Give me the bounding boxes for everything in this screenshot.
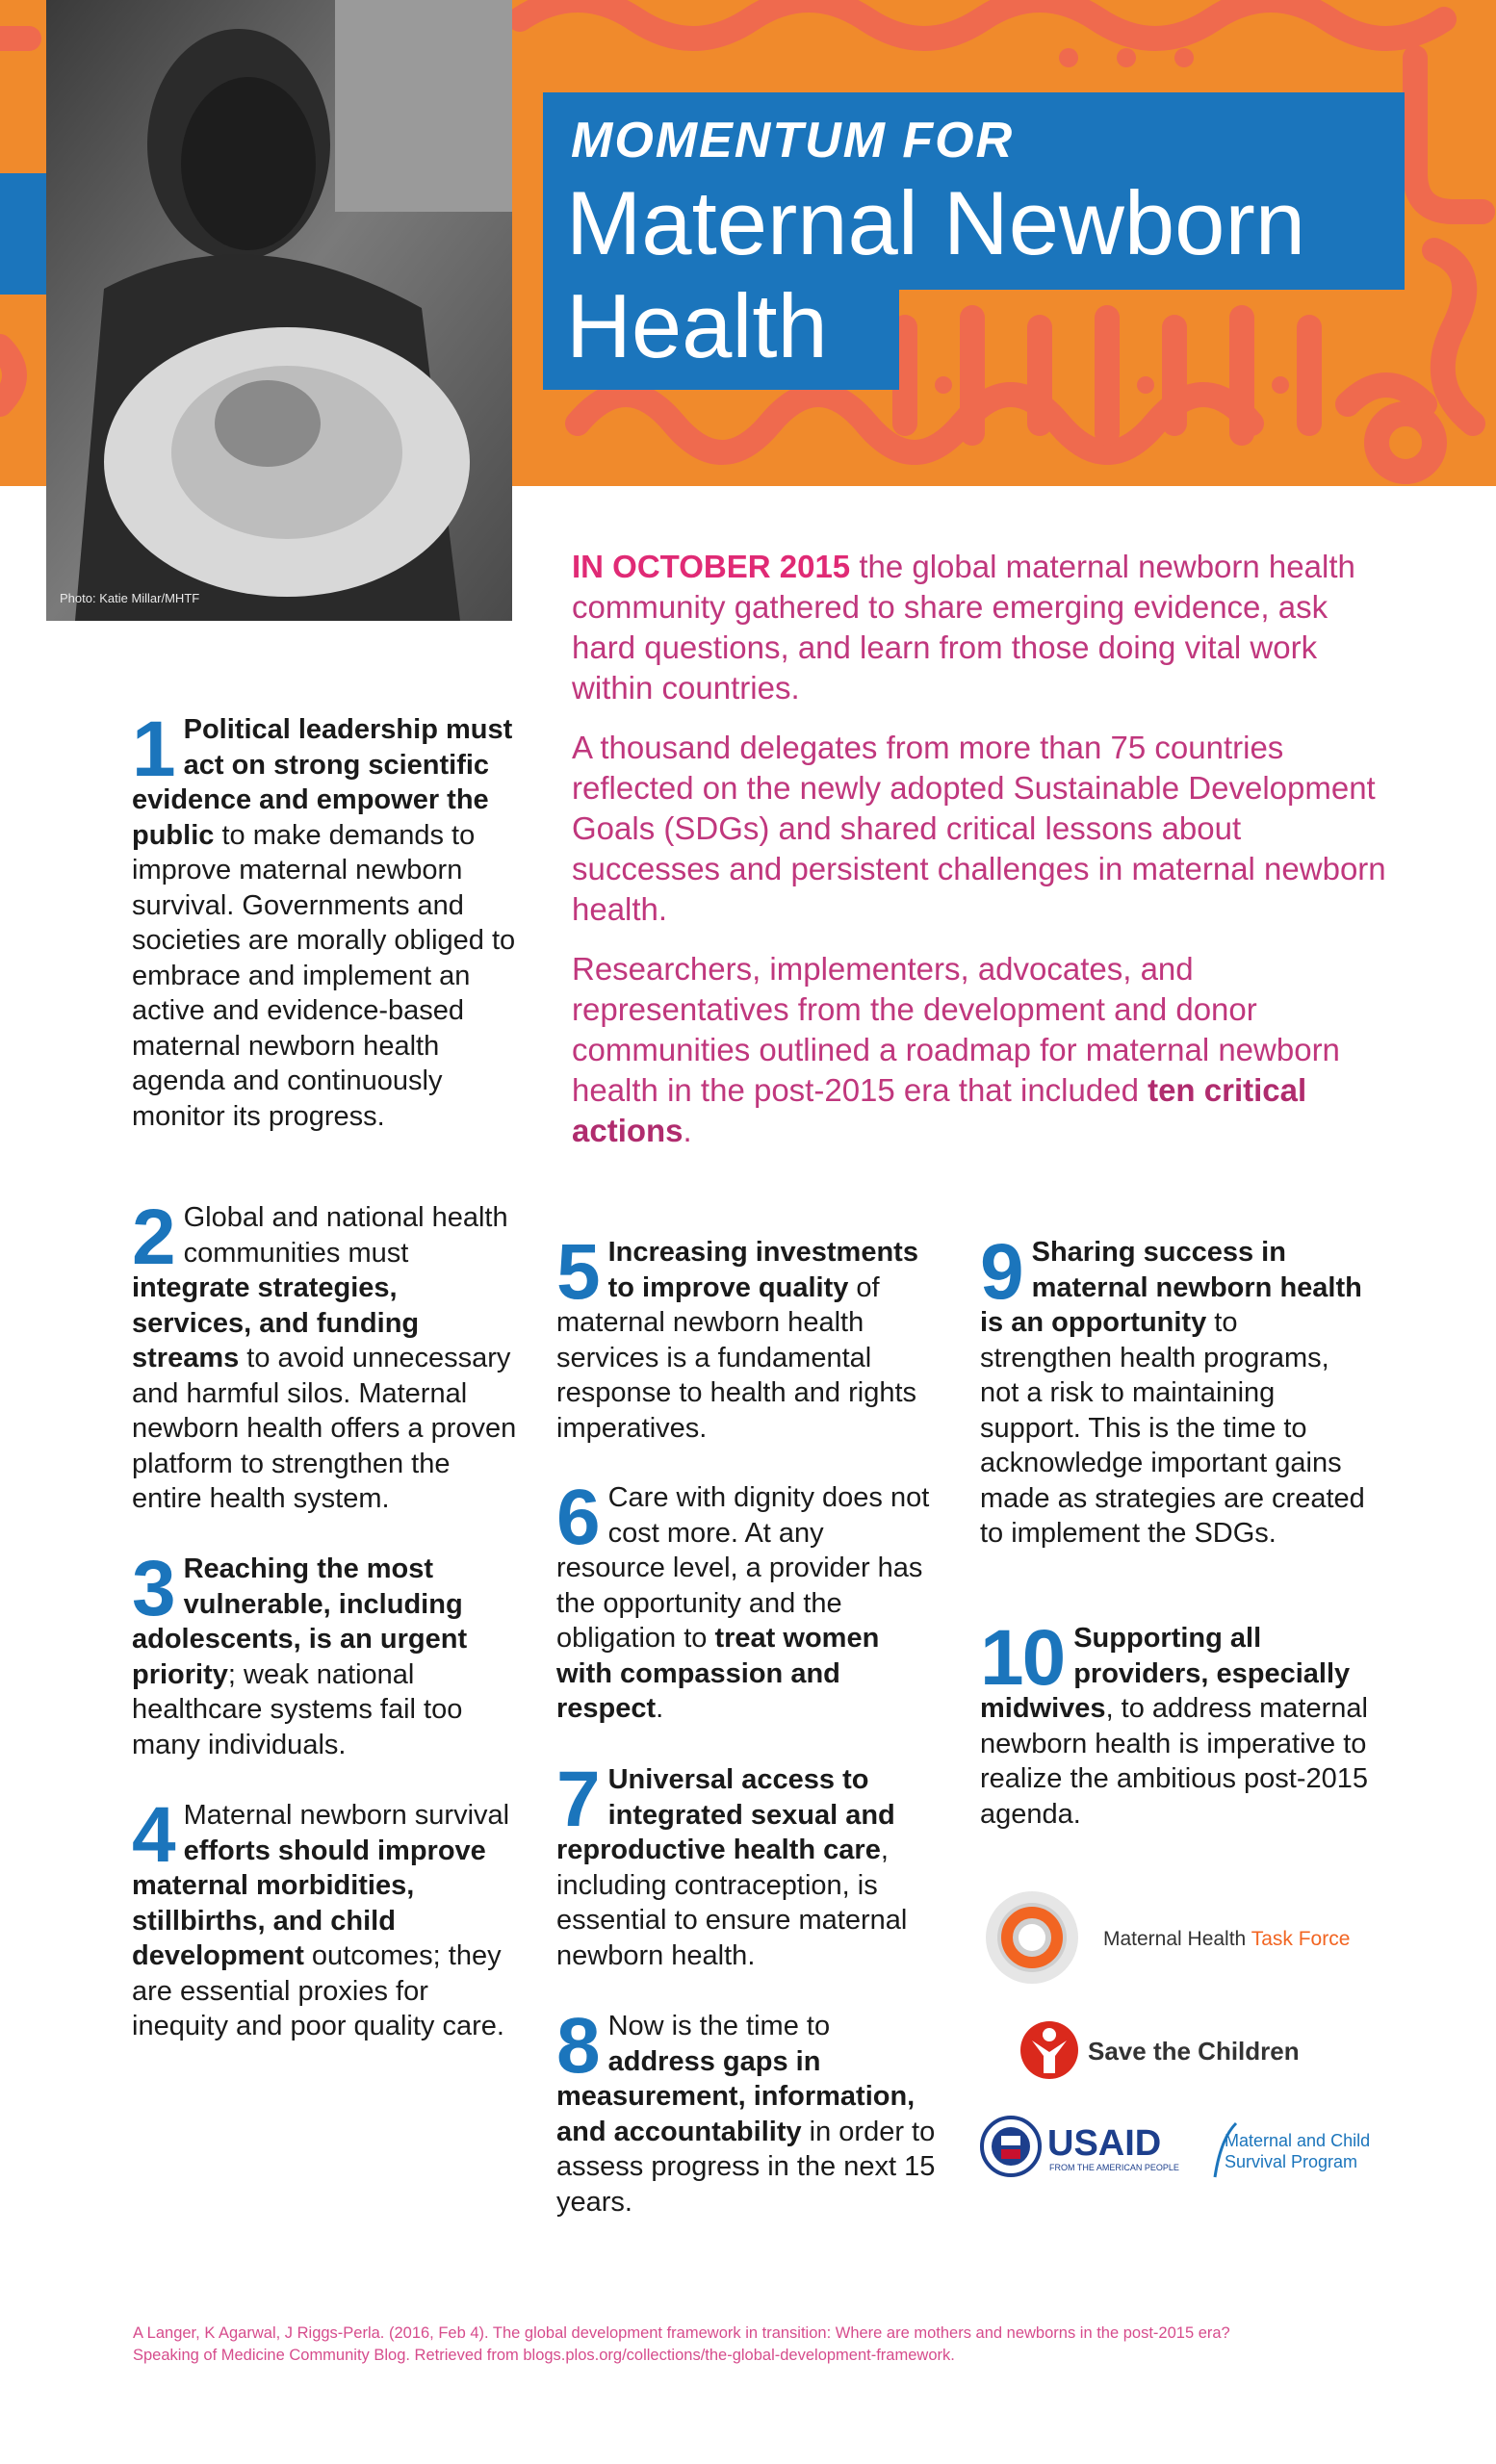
- photo-credit: Photo: Katie Millar/MHTF: [60, 591, 200, 605]
- action-8: 8 Now is the time to address gaps in measurement, information, and accountability in order to assess progress in the next 15 years.: [556, 2002, 936, 2218]
- svg-text:USAID: USAID: [1047, 2123, 1162, 2164]
- action-10: 10 Supporting all providers, especially midwives, to address maternal newborn health is imperative to realize the ambitious post-2015 agenda.: [980, 1614, 1369, 1830]
- page-title-line2: Health: [566, 275, 828, 376]
- intro-paragraph-3: Researchers, implementers, advocates, and representatives from the development and donor communities outlined a roadmap for maternal newborn health in the post-2015 era that included ten critical actions.: [572, 951, 1340, 1148]
- action-7: 7 Universal access to integrated sexual and reproductive health care, including contraception, is essential to ensure maternal newborn health.: [556, 1756, 908, 1971]
- intro-paragraph-2: A thousand delegates from more than 75 countries reflected on the newly adopted Sustainable Development Goals (SDGs) and shared critical lessons about successes and persistent challenges in maternal newborn health.: [572, 730, 1386, 927]
- action-1: 1 Political leadership must act on strong scientific evidence and empower the public to make demands to improve maternal newborn survival. Governments and societies are morally obliged to embrace and implement an active and evidence-based maternal newborn health agenda and continuously monitor its progress.: [132, 706, 516, 1132]
- mcsp-logo: [1203, 2118, 1396, 2185]
- svg-text:Save the Children: Save the Children: [1088, 2037, 1300, 2066]
- action-2: 2 Global and national health communities must integrate strategies, services, and funding streams to avoid unnecessary and harmful silos. Maternal newborn health offers a proven platform to strengthen the entire health system.: [132, 1194, 517, 1514]
- save-the-children-logo: [1019, 2012, 1384, 2089]
- mother-and-newborn-photo: [46, 0, 512, 621]
- page-title-line1: Maternal Newborn: [566, 172, 1306, 273]
- action-4: 4 Maternal newborn survival efforts should improve maternal morbidities, stillbirths, and child development outcomes; they are essential proxies for inequity and poor quality care.: [132, 1791, 510, 2041]
- action-number: 5: [556, 1228, 599, 1316]
- action-number: 7: [556, 1756, 599, 1843]
- action-number: 8: [556, 2002, 599, 2090]
- action-number: 4: [132, 1791, 174, 1879]
- action-number: 6: [556, 1474, 599, 1561]
- action-6: 6 Care with dignity does not cost more. At any resource level, a provider has the opportunity and the obligation to treat women with compassion and respect.: [556, 1474, 930, 1724]
- svg-text:FROM THE AMERICAN PEOPLE: FROM THE AMERICAN PEOPLE: [1049, 2163, 1179, 2172]
- save-the-children-child-icon: [1020, 2021, 1078, 2079]
- svg-text:Maternal Health Task Force: Maternal Health Task Force: [1103, 1928, 1351, 1950]
- citation-line-1: A Langer, K Agarwal, J Riggs-Perla. (2016, Feb 4). The global development framework in transition: Where are mothers and newborns in the post-2015 era?: [133, 2324, 1230, 2342]
- title-kicker: MOMENTUM FOR: [571, 113, 1015, 168]
- action-number: 2: [132, 1194, 174, 1281]
- mhtf-emblem-icon: [986, 1891, 1078, 1984]
- blue-accent-strip: [0, 173, 46, 295]
- ten-critical-actions: ten critical actions: [572, 1072, 1307, 1148]
- usaid-seal-icon: [982, 2118, 1040, 2175]
- intro-paragraph-1: IN OCTOBER 2015 the global maternal newborn health community gathered to share emerging evidence, ask hard questions, and learn from those doing vital work within countries.: [572, 549, 1355, 706]
- intro-text: [572, 547, 1390, 1170]
- action-3: 3 Reaching the most vulnerable, including adolescents, is an urgent priority; weak national healthcare systems fail too many individuals.: [132, 1545, 468, 1760]
- maternal-health-task-force-logo: [980, 1885, 1394, 1990]
- svg-text:Survival Program: Survival Program: [1225, 2152, 1358, 2171]
- action-number: 3: [132, 1545, 174, 1632]
- action-5: 5 Increasing investments to improve quality of maternal newborn health services is a fundamental response to health and rights imperatives.: [556, 1228, 918, 1444]
- svg-text:Maternal and Child: Maternal and Child: [1225, 2131, 1371, 2150]
- citation-line-2: Speaking of Medicine Community Blog. Retrieved from blogs.plos.org/collections/the-global-development-framework.: [133, 2347, 955, 2364]
- usaid-logo: [980, 2113, 1192, 2180]
- action-9: 9 Sharing success in maternal newborn health is an opportunity to strengthen health programs, not a risk to maintaining support. This is the time to acknowledge important gains made as strategies are created to implement the SDGs.: [980, 1228, 1365, 1549]
- action-number: 1: [132, 706, 174, 793]
- action-number: 9: [980, 1228, 1022, 1316]
- citation-footnote: [133, 2323, 1404, 2367]
- intro-lead: IN OCTOBER 2015: [572, 549, 851, 584]
- action-number: 10: [980, 1614, 1065, 1702]
